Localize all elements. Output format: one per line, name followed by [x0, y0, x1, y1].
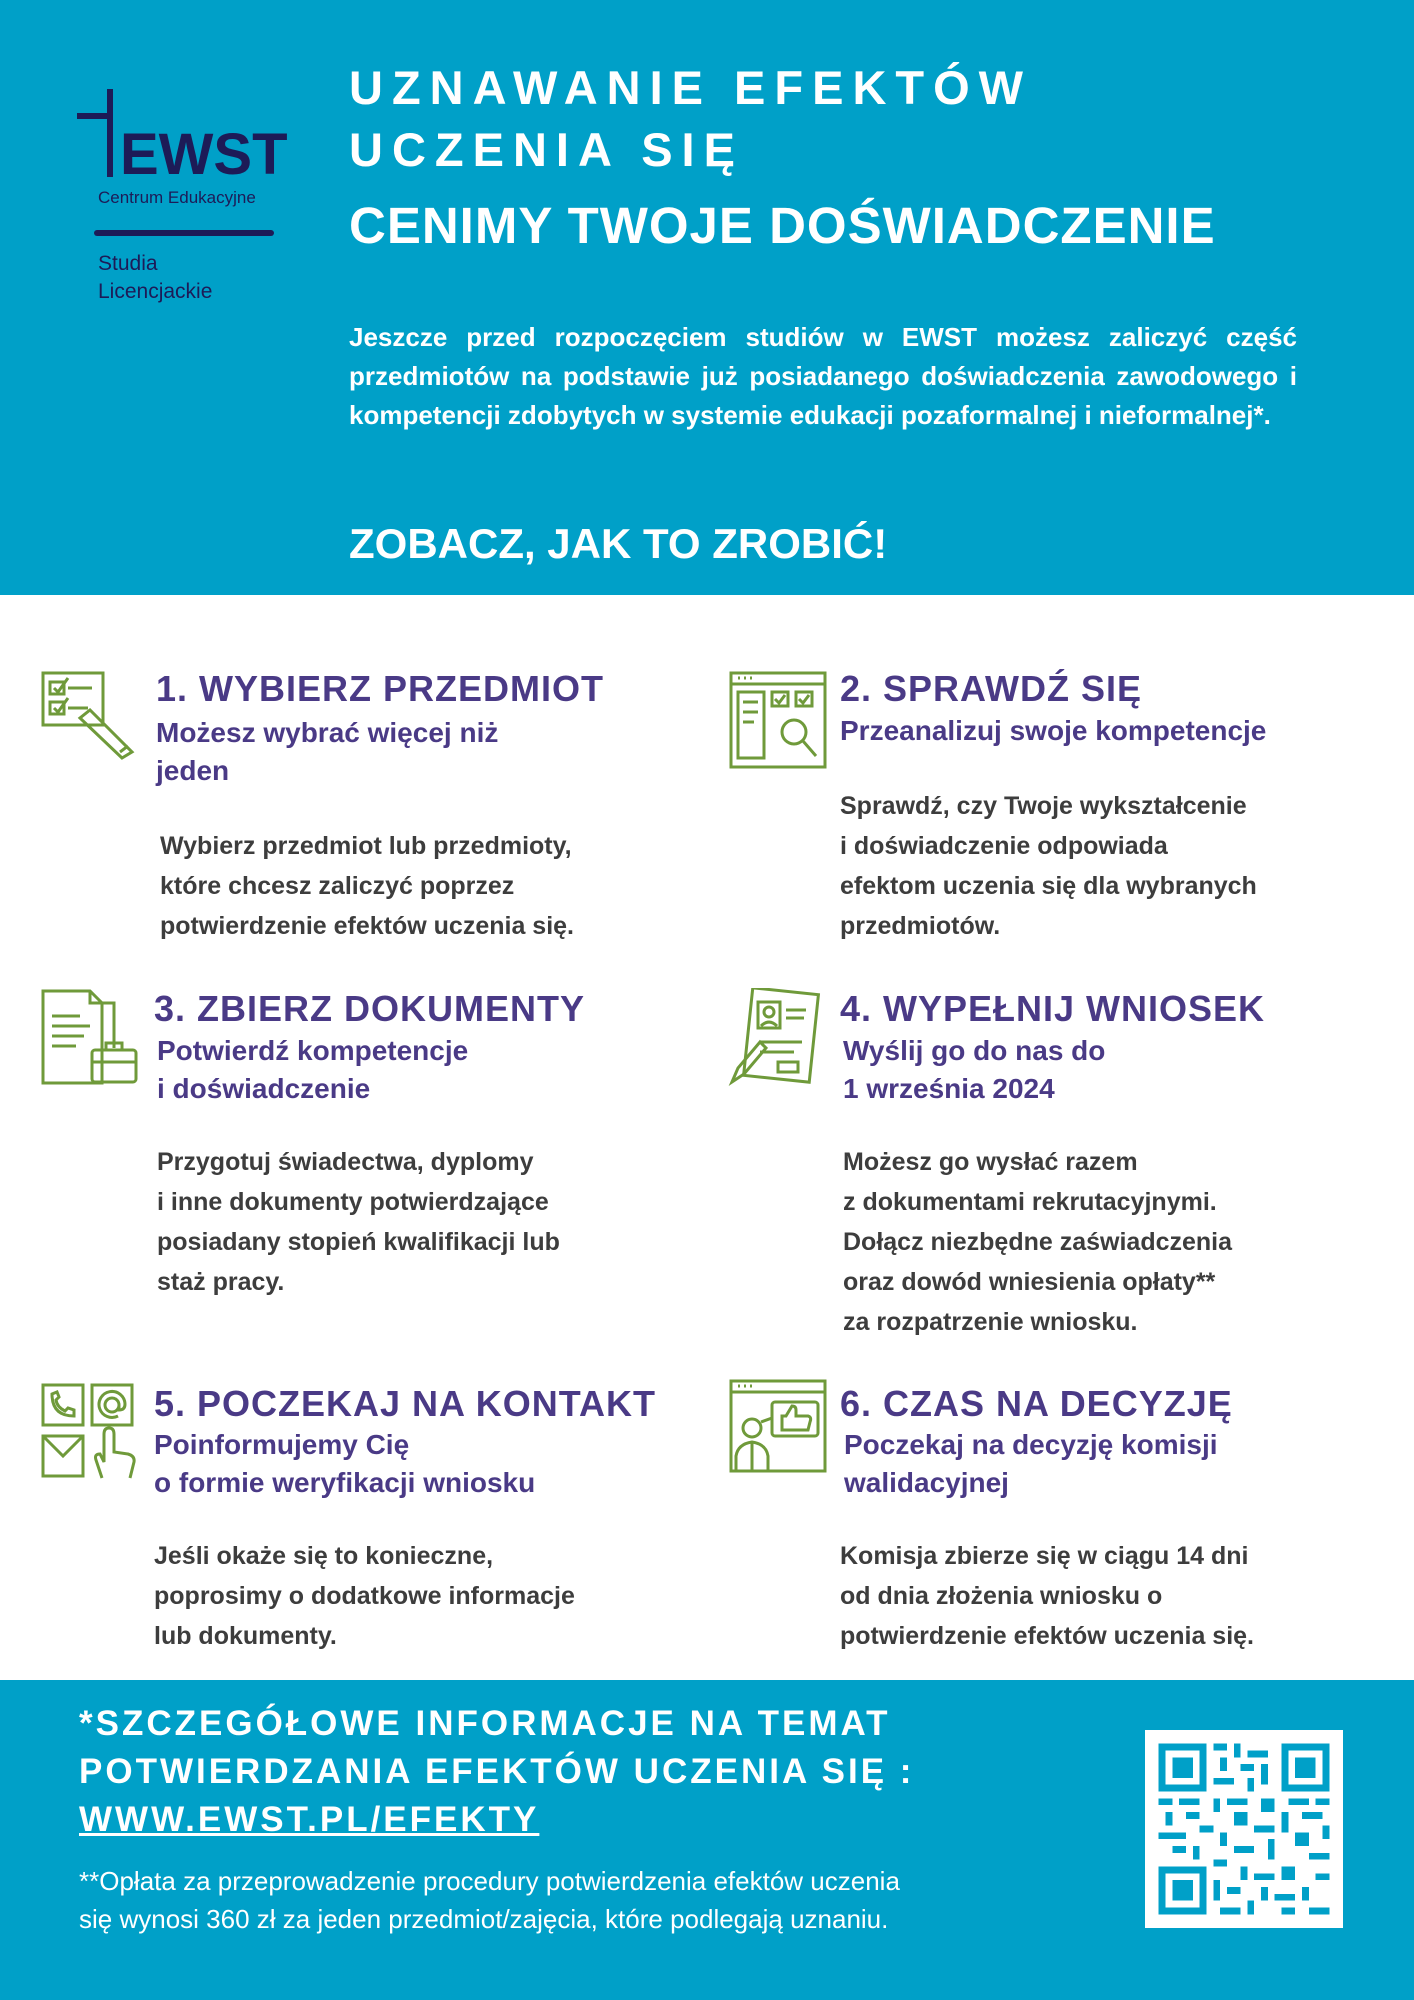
step-subtitle-line: i doświadczenie [157, 1073, 371, 1104]
step-body-line: efektom uczenia się dla wybranych [840, 872, 1257, 900]
form-pen-icon [728, 988, 828, 1088]
step-subtitle-line: Poinformujemy Cię [154, 1429, 410, 1460]
footer-fee-note [79, 1862, 900, 1938]
logo-program-line: Licencjackie [98, 280, 213, 303]
step-body-line: które chcesz zaliczyć poprzez [160, 872, 515, 900]
browser-magnifier-icon [728, 670, 828, 770]
step-body-line: i doświadczenie odpowiada [840, 832, 1168, 860]
step-subtitle-line: Możesz wybrać więcej niż [156, 717, 499, 748]
footer-info [79, 1700, 914, 1844]
step-5-body [154, 1536, 575, 1656]
step-body-line: posiadany stopień kwalifikacji lub [157, 1228, 560, 1256]
step-subtitle-line: Wyślij go do nas do [843, 1035, 1106, 1066]
step-5-subtitle [154, 1426, 535, 1502]
step-3-subtitle [157, 1032, 468, 1108]
qr-code-icon[interactable] [1145, 1730, 1343, 1928]
page-title-line-1: UZNAWANIE EFEKTÓW [349, 61, 1033, 114]
step-body-line: oraz dowód wniesienia opłaty** [843, 1268, 1216, 1296]
ewst-logo-mark-icon [76, 88, 296, 178]
step-subtitle-line: walidacyjnej [844, 1467, 1009, 1498]
step-body-line: Sprawdź, czy Twoje wykształcenie [840, 792, 1247, 820]
footer-website-link[interactable]: WWW.EWST.PL/EFEKTY [79, 1800, 540, 1839]
step-body-line: Jeśli okaże się to konieczne, [154, 1542, 494, 1570]
step-2-subtitle [840, 712, 1266, 750]
cta-heading: ZOBACZ, JAK TO ZROBIĆ! [349, 520, 888, 567]
step-subtitle-line: o formie weryfikacji wniosku [154, 1467, 536, 1498]
step-6-body [840, 1536, 1254, 1656]
logo-divider [94, 230, 274, 236]
step-1-title: 1. WYBIERZ PRZEDMIOT [156, 668, 605, 709]
documents-briefcase-icon [40, 988, 140, 1088]
step-6-subtitle [844, 1426, 1218, 1502]
step-body-line: z dokumentami rekrutacyjnymi. [843, 1188, 1217, 1216]
step-body-line: Przygotuj świadectwa, dyplomy [157, 1148, 534, 1176]
step-body-line: za rozpatrzenie wniosku. [843, 1308, 1138, 1336]
step-body-line: staż pracy. [157, 1268, 285, 1296]
step-2-body [840, 786, 1257, 946]
step-body-line: potwierdzenie efektów uczenia się. [160, 912, 575, 940]
footer-fee-line: **Opłata za przeprowadzenie procedury potwierdzenia efektów uczenia [79, 1866, 900, 1896]
step-subtitle-line: jeden [156, 755, 230, 786]
step-1-subtitle [156, 714, 498, 790]
step-body-line: od dnia złożenia wniosku o [840, 1582, 1163, 1610]
step-body-line: Komisja zbierze się w ciągu 14 dni [840, 1542, 1249, 1570]
step-5-title: 5. POCZEKAJ NA KONTAKT [154, 1383, 657, 1424]
logo-program-line: Studia [98, 252, 158, 275]
step-2-title: 2. SPRAWDŹ SIĘ [840, 668, 1143, 709]
thumbs-up-screen-icon [728, 1378, 828, 1478]
step-4-title: 4. WYPEŁNIJ WNIOSEK [840, 988, 1266, 1029]
step-1-body [160, 826, 574, 946]
logo-subtitle: Centrum Edukacyjne [98, 188, 256, 207]
step-subtitle-line: 1 września 2024 [843, 1073, 1055, 1104]
step-body-line: przedmiotów. [840, 912, 1001, 940]
step-6-title: 6. CZAS NA DECYZJĘ [840, 1383, 1233, 1424]
page-title-line-2: UCZENIA SIĘ [349, 123, 744, 176]
footer-info-line: POTWIERDZANIA EFEKTÓW UCZENIA SIĘ : [79, 1752, 915, 1791]
footer-fee-line: się wynosi 360 zł za jeden przedmiot/zajęcia, które podlegają uznaniu. [79, 1904, 889, 1934]
checklist-pencil-icon [40, 670, 140, 770]
step-body-line: lub dokumenty. [154, 1622, 337, 1650]
step-4-subtitle [843, 1032, 1105, 1108]
step-body-line: Możesz go wysłać razem [843, 1148, 1138, 1176]
step-subtitle-line: Przeanalizuj swoje kompetencje [840, 715, 1267, 746]
step-body-line: potwierdzenie efektów uczenia się. [840, 1622, 1255, 1650]
step-body-line: poprosimy o dodatkowe informacje [154, 1582, 575, 1610]
step-body-line: Dołącz niezbędne zaświadczenia [843, 1228, 1233, 1256]
ewst-logo [76, 88, 306, 318]
svg-text:EWST: EWST [120, 122, 288, 178]
intro-paragraph: Jeszcze przed rozpoczęciem studiów w EWST możesz zaliczyć część przedmiotów na podstawie już posiadanego doświadczenia zawodowego i kompetencji zdobytych w systemie edukacji pozaformalnej i nieformalnej*. [349, 322, 1297, 430]
page-subtitle: CENIMY TWOJE DOŚWIADCZENIE [349, 197, 1216, 254]
logo-program [98, 250, 212, 306]
step-body-line: Wybierz przedmiot lub przedmioty, [160, 832, 572, 860]
step-4-body [843, 1142, 1232, 1342]
step-3-title: 3. ZBIERZ DOKUMENTY [154, 988, 586, 1029]
step-subtitle-line: Poczekaj na decyzję komisji [844, 1429, 1218, 1460]
footer-info-line: *SZCZEGÓŁOWE INFORMACJE NA TEMAT [79, 1704, 891, 1743]
step-3-body [157, 1142, 560, 1302]
contact-channels-icon [40, 1382, 140, 1482]
step-body-line: i inne dokumenty potwierdzające [157, 1188, 549, 1216]
step-subtitle-line: Potwierdź kompetencje [157, 1035, 469, 1066]
